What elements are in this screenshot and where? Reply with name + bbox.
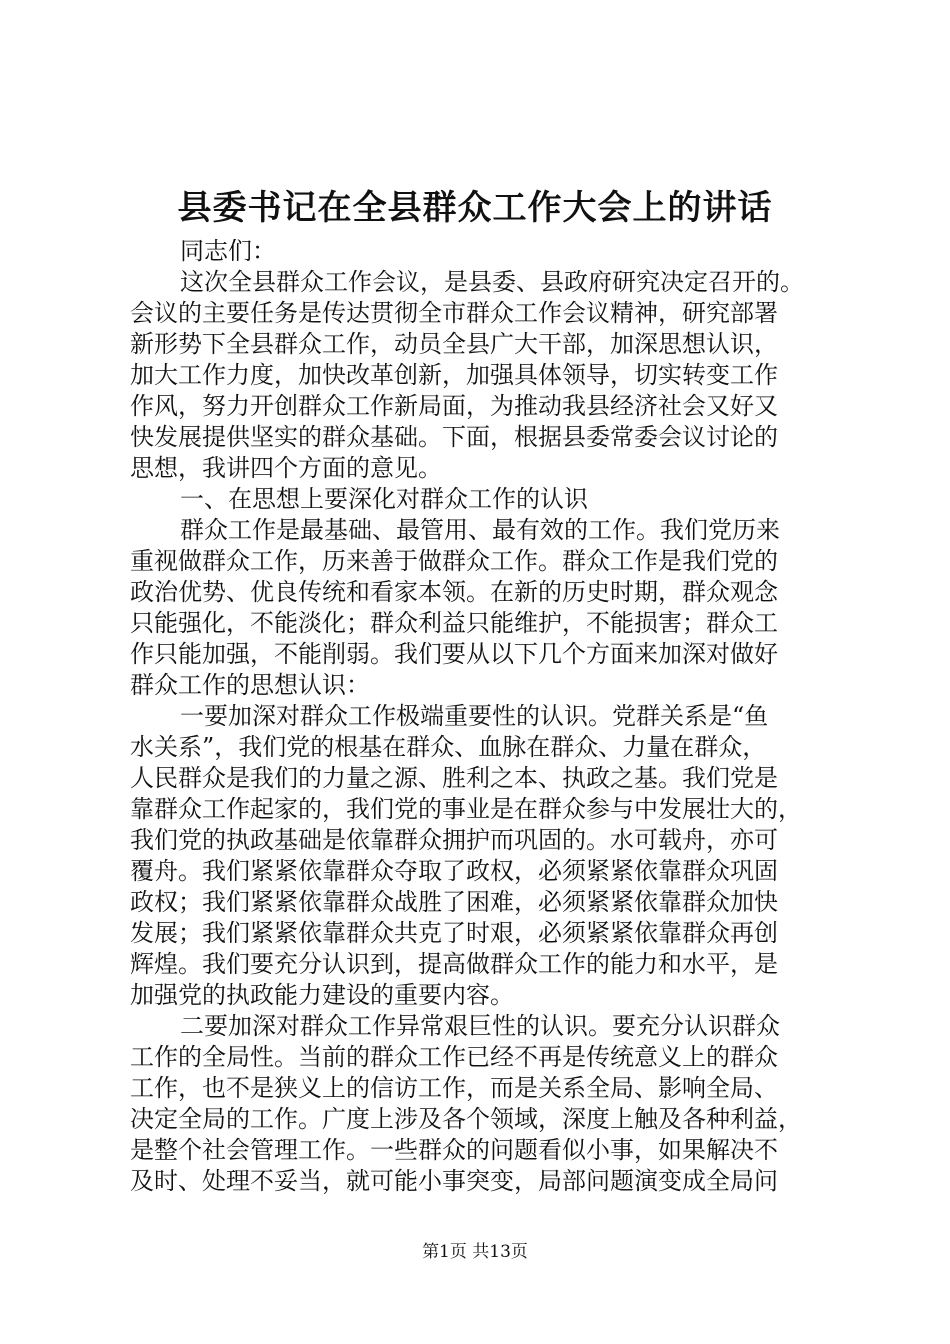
body-text-line: 我们党的执政基础是依靠群众拥护而巩固的。水可载舟，亦可: [130, 826, 778, 854]
body-text-line: 决定全局的工作。广度上涉及各个领域，深度上触及各种利益，: [130, 1105, 802, 1133]
document-title: 县委书记在全县群众工作大会上的讲话: [177, 188, 773, 228]
page-footer: 第1页 共13页: [422, 1242, 528, 1262]
body-text-line: 一、在思想上要深化对群众工作的认识: [180, 485, 588, 513]
body-text-line: 这次全县群众工作会议，是县委、县政府研究决定召开的。: [180, 268, 804, 296]
body-text-line: 工作，也不是狭义上的信访工作，而是关系全局、影响全局、: [130, 1074, 778, 1102]
body-text-line: 工作的全局性。当前的群众工作已经不再是传统意义上的群众: [130, 1043, 778, 1071]
body-text-line: 加强党的执政能力建设的重要内容。: [130, 981, 514, 1009]
body-text-line: 发展；我们紧紧依靠群众共克了时艰，必须紧紧依靠群众再创: [130, 919, 778, 947]
body-text-line: 新形势下全县群众工作，动员全县广大干部，加深思想认识，: [130, 330, 778, 358]
body-text-line: 只能强化，不能淡化；群众利益只能维护，不能损害；群众工: [130, 609, 778, 637]
body-text-line: 政权；我们紧紧依靠群众战胜了困难，必须紧紧依靠群众加快: [130, 888, 778, 916]
body-text-line: 群众工作是最基础、最管用、最有效的工作。我们党历来: [180, 516, 780, 544]
body-text-line: 作只能加强，不能削弱。我们要从以下几个方面来加深对做好: [130, 640, 778, 668]
body-text-line: 会议的主要任务是传达贯彻全市群众工作会议精神，研究部署: [130, 299, 778, 327]
body-text-line: 一要加深对群众工作极端重要性的认识。党群关系是“鱼: [180, 702, 769, 730]
body-text-line: 政治优势、优良传统和看家本领。在新的历史时期，群众观念: [130, 578, 778, 606]
body-text-line: 水关系”，我们党的根基在群众、血脉在群众、力量在群众，: [130, 733, 767, 761]
body-text-line: 及时、处理不妥当，就可能小事突变，局部问题演变成全局问: [130, 1167, 778, 1195]
body-text-line: 重视做群众工作，历来善于做群众工作。群众工作是我们党的: [130, 547, 778, 575]
body-text-line: 是整个社会管理工作。一些群众的问题看似小事，如果解决不: [130, 1136, 778, 1164]
body-text-line: 思想，我讲四个方面的意见。: [130, 454, 442, 482]
body-text-line: 辉煌。我们要充分认识到，提高做群众工作的能力和水平，是: [130, 950, 778, 978]
body-text-line: 作风，努力开创群众工作新局面，为推动我县经济社会又好又: [130, 392, 778, 420]
body-text-line: 二要加深对群众工作异常艰巨性的认识。要充分认识群众: [180, 1012, 780, 1040]
body-text-line: 人民群众是我们的力量之源、胜利之本、执政之基。我们党是: [130, 764, 778, 792]
body-text-line: 加大工作力度，加快改革创新，加强具体领导，切实转变工作: [130, 361, 778, 389]
body-text-line: 靠群众工作起家的，我们党的事业是在群众参与中发展壮大的，: [130, 795, 802, 823]
document-body: [130, 236, 832, 1197]
body-text-line: 群众工作的思想认识：: [130, 671, 370, 699]
body-text-line: 快发展提供坚实的群众基础。下面，根据县委常委会议讨论的: [130, 423, 778, 451]
body-text-line: 同志们：: [180, 237, 276, 265]
body-text-line: 覆舟。我们紧紧依靠群众夺取了政权，必须紧紧依靠群众巩固: [130, 857, 778, 885]
